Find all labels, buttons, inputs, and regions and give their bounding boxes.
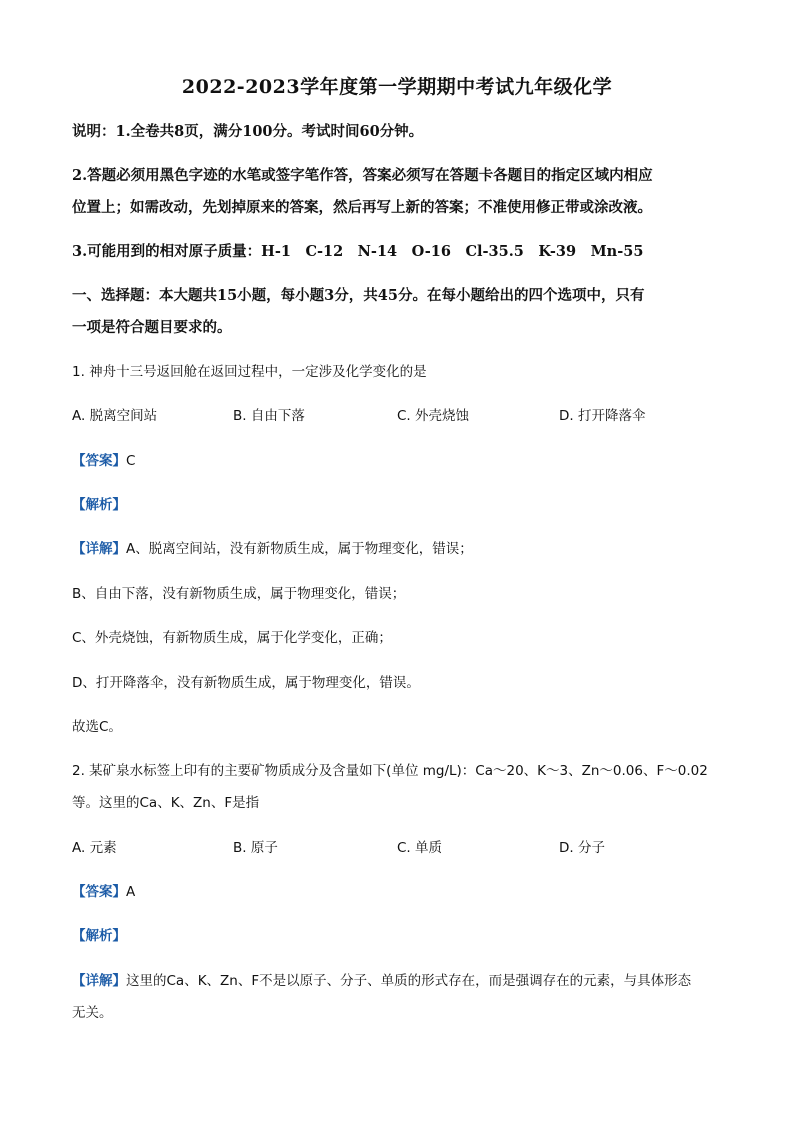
question-2-stem-a: 2. 某矿泉水标签上印有的主要矿物质成分及含量如下(单位 mg/L)：Ca～20、K～3、Zn～0.06、F～0.02 <box>72 763 708 779</box>
detail-tag: 【详解】 <box>72 973 126 989</box>
notes-line-3: 3.可能用到的相对原子质量：H-1 C-12 N-14 O-16 Cl-35.5 K-39 Mn-55 <box>72 243 644 260</box>
detail-tag: 【详解】 <box>72 541 126 557</box>
question-1-options <box>72 406 732 426</box>
analysis-tag: 【解析】 <box>72 497 126 513</box>
question-2-option-d: D. 分子 <box>559 840 605 856</box>
question-2-option-c: C. 单质 <box>397 840 443 856</box>
answer-value: C <box>126 453 136 469</box>
section-heading-2: 一项是符合题目要求的。 <box>72 319 232 336</box>
answer-tag: 【答案】 <box>72 884 126 900</box>
question-2-stem-b: 等。这里的Ca、K、Zn、F是指 <box>72 795 260 811</box>
question-1-detail-4: D、打开降落伞，没有新物质生成，属于物理变化，错误。 <box>72 675 420 691</box>
question-2-answer <box>72 882 732 902</box>
notes-line-2a: 2.答题必须用黑色字迹的水笔或签字笔作答，答案必须写在答题卡各题目的指定区域内相应 <box>72 167 653 184</box>
question-2-detail-b: 无关。 <box>72 1005 113 1021</box>
question-1-option-b: B. 自由下落 <box>233 408 305 424</box>
answer-value: A <box>126 884 136 900</box>
question-2-detail-a <box>72 971 732 991</box>
detail-text: 这里的Ca、K、Zn、F不是以原子、分子、单质的形式存在，而是强调存在的元素，与具体形态 <box>126 973 692 989</box>
question-2-options <box>72 838 732 858</box>
question-2-option-b: B. 原子 <box>233 840 278 856</box>
question-1-analysis <box>72 495 732 515</box>
question-1-detail-1 <box>72 539 732 559</box>
notes-line-1: 说明：1.全卷共8页，满分100分。考试时间60分钟。 <box>72 123 424 140</box>
detail-text: A、脱离空间站，没有新物质生成，属于物理变化，错误； <box>126 541 473 557</box>
question-1-option-a: A. 脱离空间站 <box>72 408 158 424</box>
question-1-stem: 1. 神舟十三号返回舱在返回过程中，一定涉及化学变化的是 <box>72 364 427 380</box>
question-1-option-c: C. 外壳烧蚀 <box>397 408 470 424</box>
question-2-analysis <box>72 926 732 946</box>
analysis-tag: 【解析】 <box>72 928 126 944</box>
answer-tag: 【答案】 <box>72 453 126 469</box>
question-1-answer <box>72 451 732 471</box>
question-2-option-a: A. 元素 <box>72 840 117 856</box>
page-title: 2022-2023学年度第一学期期中考试九年级化学 <box>181 76 613 98</box>
question-1-conclusion: 故选C。 <box>72 719 122 735</box>
question-1-option-d: D. 打开降落伞 <box>559 408 646 424</box>
section-heading-1: 一、选择题：本大题共15小题，每小题3分，共45分。在每小题给出的四个选项中，只有 <box>72 287 645 304</box>
question-1-detail-3: C、外壳烧蚀，有新物质生成，属于化学变化，正确； <box>72 630 392 646</box>
notes-line-2b: 位置上；如需改动，先划掉原来的答案，然后再写上新的答案；不准使用修正带或涂改液。 <box>72 199 652 216</box>
question-1-detail-2: B、自由下落，没有新物质生成，属于物理变化，错误； <box>72 586 406 602</box>
